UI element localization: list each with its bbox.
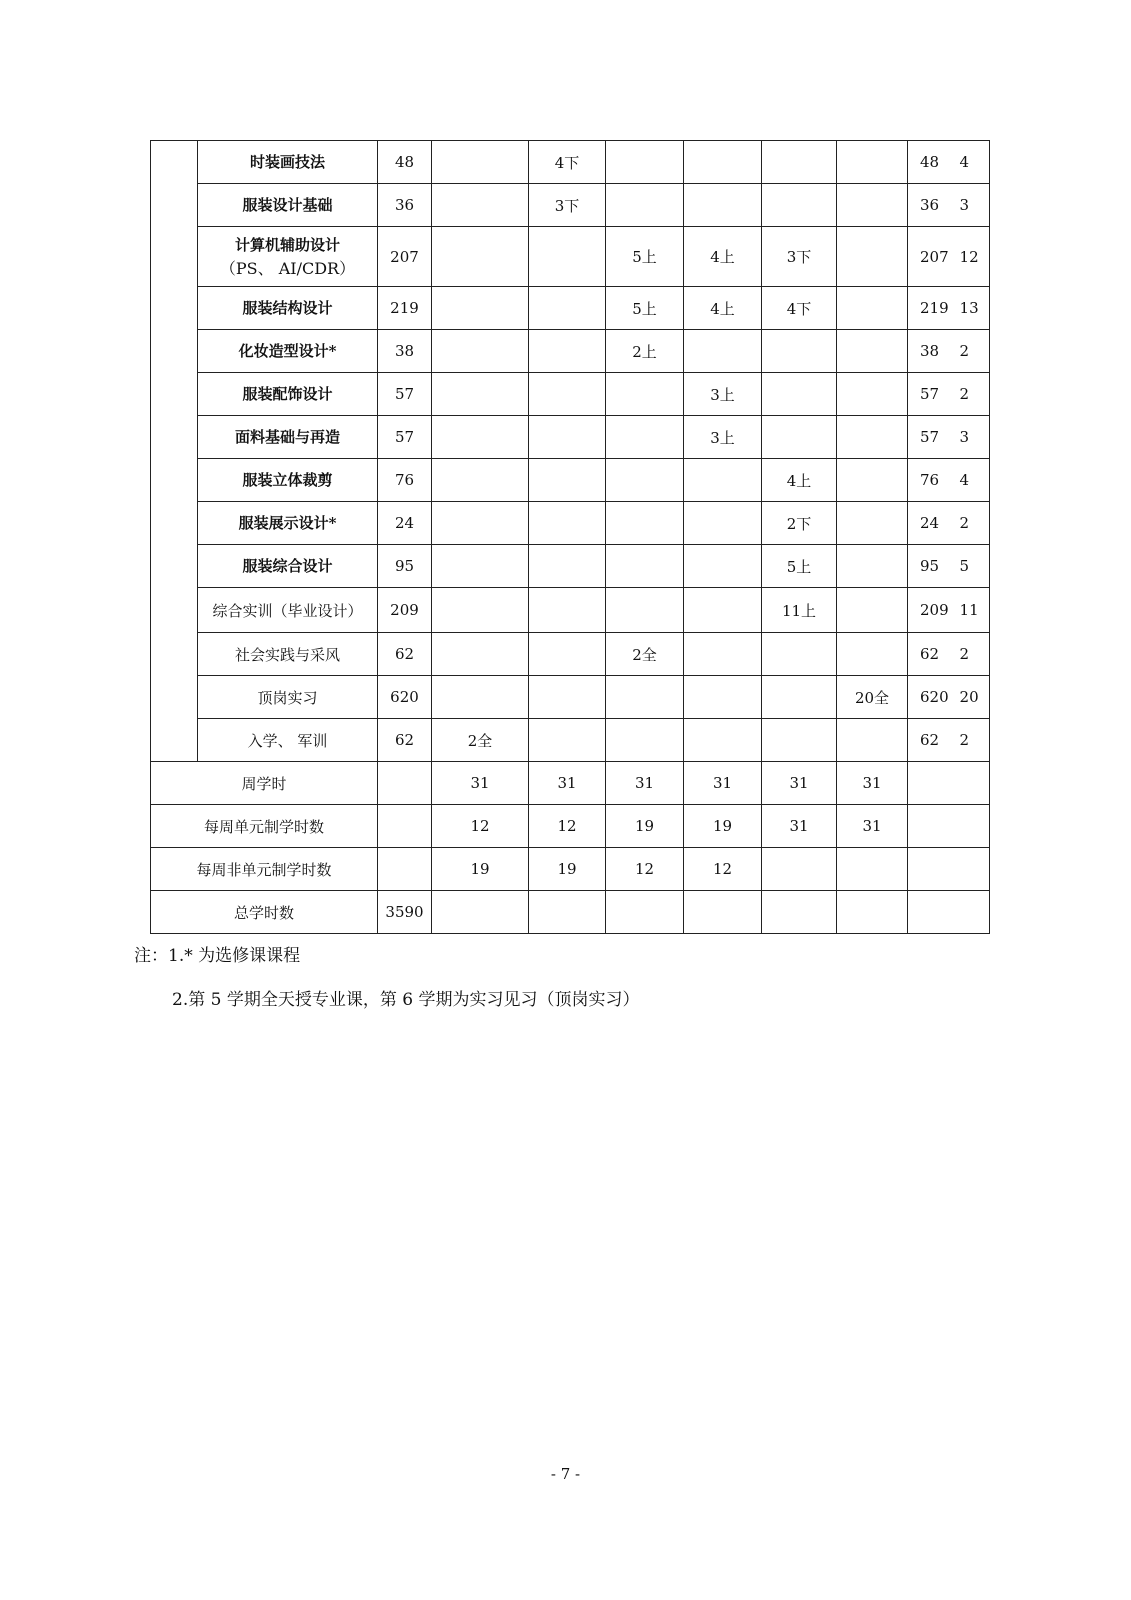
semester-5-cell [762,633,837,676]
summary-semester-6 [837,891,908,934]
semester-2-cell [529,502,606,545]
semester-1-cell [432,633,529,676]
course-hours: 38 [378,330,432,373]
summary-label: 每周非单元制学时数 [151,848,378,891]
credits: 13 [959,299,979,317]
semester-5-cell: 4下 [762,287,837,330]
course-name-cell [198,633,378,676]
course-hours: 48 [378,141,432,184]
course-row [151,373,990,416]
course-row [151,330,990,373]
semester-4-cell: 3上 [684,373,762,416]
credits: 5 [959,557,970,575]
semester-1-cell [432,227,529,287]
course-name: 服装设计基础 [242,196,333,214]
total-credits-cell [908,141,990,184]
semester-1-cell: 2全 [432,719,529,762]
credits: 20 [959,688,979,706]
semester-5-cell: 4上 [762,459,837,502]
summary-semester-1: 19 [432,848,529,891]
course-name: 服装配饰设计 [242,385,333,403]
course-name: 社会实践与采风 [234,645,340,664]
total-hours: 38 [920,342,940,360]
semester-3-cell [606,588,684,633]
course-hours: 219 [378,287,432,330]
course-name-cell [198,287,378,330]
summary-semester-5: 31 [762,805,837,848]
credits: 12 [959,247,979,266]
course-name: 服装立体裁剪 [242,471,333,489]
semester-1-cell [432,184,529,227]
summary-hours [378,762,432,805]
semester-1-cell [432,416,529,459]
semester-3-cell [606,141,684,184]
semester-1-cell [432,676,529,719]
semester-2-cell [529,588,606,633]
semester-2-cell [529,676,606,719]
semester-4-cell [684,141,762,184]
summary-semester-5 [762,891,837,934]
total-hours: 209 [920,601,949,619]
course-name: 时装画技法 [249,153,325,171]
total-hours: 57 [920,428,940,446]
course-row [151,633,990,676]
summary-hours: 3590 [378,891,432,934]
semester-5-cell [762,330,837,373]
summary-total-cell [908,762,990,805]
course-name: 化妆造型设计* [238,342,337,360]
course-hours: 57 [378,373,432,416]
course-name-cell [198,588,378,633]
semester-6-cell [837,141,908,184]
course-hours: 24 [378,502,432,545]
summary-semester-1 [432,891,529,934]
course-row [151,588,990,633]
semester-4-cell [684,676,762,719]
course-name-cell [198,373,378,416]
course-name-cell [198,676,378,719]
summary-total-cell [908,891,990,934]
summary-semester-4 [684,891,762,934]
semester-4-cell [684,633,762,676]
semester-3-cell: 5上 [606,227,684,287]
summary-row [151,805,990,848]
total-credits-cell [908,459,990,502]
course-row [151,287,990,330]
semester-3-cell [606,719,684,762]
semester-6-cell [837,373,908,416]
total-credits-cell [908,287,990,330]
summary-semester-1: 12 [432,805,529,848]
semester-6-cell [837,633,908,676]
credits: 4 [959,471,970,489]
note-line-1: 注：1.* 为选修课课程 [134,946,301,966]
total-hours: 57 [920,385,940,403]
semester-1-cell [432,373,529,416]
course-name: 入学、 军训 [247,731,328,750]
summary-hours [378,848,432,891]
semester-6-cell [837,502,908,545]
course-row [151,227,990,287]
course-row [151,719,990,762]
summary-semester-6: 31 [837,805,908,848]
semester-6-cell [837,719,908,762]
credits: 3 [959,196,970,214]
page-number: - 7 - [550,1465,581,1483]
course-name-cell [198,141,378,184]
credits: 2 [959,645,970,663]
summary-semester-2: 31 [529,762,606,805]
total-credits-cell [908,184,990,227]
semester-3-cell: 2上 [606,330,684,373]
semester-5-cell [762,141,837,184]
course-name: 服装综合设计 [242,557,333,575]
semester-3-cell [606,502,684,545]
total-hours: 24 [920,514,940,532]
semester-3-cell [606,545,684,588]
semester-2-cell [529,330,606,373]
semester-5-cell: 2下 [762,502,837,545]
total-credits-cell [908,633,990,676]
summary-semester-2 [529,891,606,934]
semester-6-cell [837,330,908,373]
semester-6-cell [837,184,908,227]
course-row [151,141,990,184]
summary-semester-5: 31 [762,762,837,805]
summary-semester-3: 31 [606,762,684,805]
course-hours: 95 [378,545,432,588]
course-name-detail: （PS、 AI/CDR） [219,258,356,278]
semester-3-cell [606,459,684,502]
credits: 11 [959,601,979,619]
total-credits-cell [908,502,990,545]
note-line-2: 2.第 5 学期全天授专业课，第 6 学期为实习见习（顶岗实习） [172,990,640,1010]
credits: 2 [959,731,970,749]
semester-6-cell [837,459,908,502]
course-name-cell [198,227,378,287]
summary-total-cell [908,805,990,848]
course-schedule-table [150,140,990,934]
course-hours: 76 [378,459,432,502]
total-hours: 207 [920,247,949,266]
semester-4-cell [684,719,762,762]
summary-hours [378,805,432,848]
credits: 2 [959,514,970,532]
semester-5-cell [762,719,837,762]
course-hours: 36 [378,184,432,227]
course-hours: 620 [378,676,432,719]
summary-semester-6 [837,848,908,891]
summary-label: 总学时数 [151,891,378,934]
semester-4-cell [684,545,762,588]
semester-3-cell: 5上 [606,287,684,330]
semester-3-cell [606,184,684,227]
total-hours: 95 [920,557,940,575]
semester-4-cell [684,330,762,373]
course-name: 顶岗实习 [257,688,318,707]
semester-6-cell [837,287,908,330]
course-row [151,502,990,545]
semester-4-cell [684,459,762,502]
total-credits-cell [908,676,990,719]
semester-3-cell [606,416,684,459]
semester-4-cell [684,502,762,545]
semester-6-cell [837,545,908,588]
course-name-cell [198,502,378,545]
semester-5-cell [762,184,837,227]
course-name-cell [198,184,378,227]
total-credits-cell [908,416,990,459]
semester-5-cell [762,373,837,416]
semester-6-cell: 20全 [837,676,908,719]
course-name: 服装结构设计 [242,299,333,317]
course-row [151,545,990,588]
course-row [151,459,990,502]
credits: 2 [959,385,970,403]
semester-6-cell [837,227,908,287]
semester-5-cell: 11上 [762,588,837,633]
semester-2-cell [529,545,606,588]
semester-2-cell: 4下 [529,141,606,184]
credits: 2 [959,342,970,360]
semester-1-cell [432,502,529,545]
summary-label: 每周单元制学时数 [151,805,378,848]
semester-1-cell [432,459,529,502]
course-hours: 209 [378,588,432,633]
total-hours: 620 [920,688,949,706]
course-name-cell [198,416,378,459]
summary-semester-6: 31 [837,762,908,805]
total-credits-cell [908,330,990,373]
summary-semester-2: 19 [529,848,606,891]
summary-semester-4: 31 [684,762,762,805]
semester-2-cell: 3下 [529,184,606,227]
semester-3-cell [606,676,684,719]
course-row [151,416,990,459]
category-cell [151,141,198,762]
semester-3-cell: 2全 [606,633,684,676]
course-hours: 62 [378,633,432,676]
semester-2-cell [529,416,606,459]
semester-2-cell [529,633,606,676]
semester-1-cell [432,330,529,373]
total-hours: 76 [920,471,940,489]
course-hours: 57 [378,416,432,459]
semester-4-cell: 4上 [684,287,762,330]
summary-row [151,762,990,805]
summary-semester-4: 12 [684,848,762,891]
semester-2-cell [529,287,606,330]
course-hours: 62 [378,719,432,762]
course-name-cell [198,719,378,762]
summary-semester-5 [762,848,837,891]
total-hours: 62 [920,645,940,663]
summary-semester-3: 19 [606,805,684,848]
summary-semester-3 [606,891,684,934]
semester-2-cell [529,459,606,502]
total-hours: 36 [920,196,940,214]
total-credits-cell [908,719,990,762]
course-name-cell [198,330,378,373]
course-name: 综合实训（毕业设计） [212,601,363,620]
course-name: 面料基础与再造 [234,428,340,446]
summary-semester-3: 12 [606,848,684,891]
semester-1-cell [432,287,529,330]
semester-6-cell [837,588,908,633]
course-hours: 207 [378,227,432,287]
semester-1-cell [432,141,529,184]
summary-semester-1: 31 [432,762,529,805]
total-credits-cell [908,545,990,588]
credits: 4 [959,153,970,171]
course-name: 服装展示设计* [238,514,337,532]
course-row [151,676,990,719]
semester-1-cell [432,588,529,633]
course-name-cell [198,545,378,588]
semester-4-cell: 3上 [684,416,762,459]
summary-semester-4: 19 [684,805,762,848]
semester-1-cell [432,545,529,588]
semester-5-cell: 3下 [762,227,837,287]
semester-2-cell [529,373,606,416]
semester-2-cell [529,719,606,762]
total-hours: 62 [920,731,940,749]
credits: 3 [959,428,970,446]
semester-5-cell [762,416,837,459]
summary-row [151,848,990,891]
semester-3-cell [606,373,684,416]
semester-6-cell [837,416,908,459]
course-name: 计算机辅助设计 [234,235,340,254]
course-row [151,184,990,227]
semester-4-cell: 4上 [684,227,762,287]
semester-4-cell [684,588,762,633]
total-credits-cell [908,373,990,416]
total-credits-cell [908,227,990,287]
semester-5-cell: 5上 [762,545,837,588]
total-hours: 219 [920,299,949,317]
semester-4-cell [684,184,762,227]
summary-row [151,891,990,934]
total-credits-cell [908,588,990,633]
summary-semester-2: 12 [529,805,606,848]
course-name-cell [198,459,378,502]
total-hours: 48 [920,153,940,171]
semester-5-cell [762,676,837,719]
semester-2-cell [529,227,606,287]
summary-total-cell [908,848,990,891]
summary-label: 周学时 [151,762,378,805]
